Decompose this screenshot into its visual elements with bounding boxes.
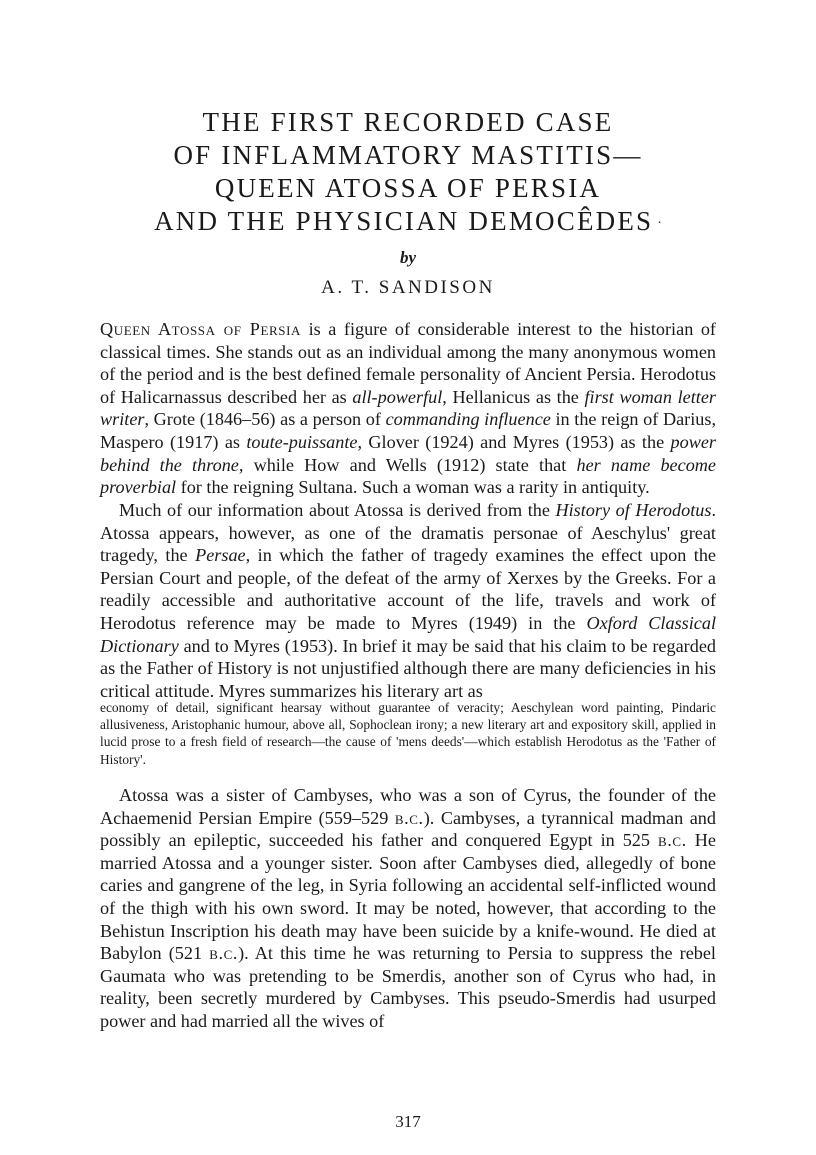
text-run: , Grote (1846–56) as a person of: [144, 409, 386, 430]
italic-phrase: History of Herodotus: [555, 500, 712, 520]
era-abbrev: b.c.: [657, 830, 687, 851]
italic-phrase: toute-puissante: [246, 431, 358, 452]
text-run: . Atossa appears, however, as one of the dramatis personae of Aeschylus' great tragedy, the: [100, 500, 716, 566]
era-abbrev: b.c.: [209, 943, 239, 964]
text-run: ). Cambyses, a tyrannical madman and possibly an epileptic, succeeded his father and conquered Egypt in 525: [100, 807, 716, 851]
era-abbrev: b.c.: [394, 807, 424, 828]
title-line: AND THE PHYSICIAN DEMOCÊDES: [154, 206, 654, 236]
title-mark: ·: [657, 216, 662, 232]
text-run: and to Myres (1953). In brief it may be said that his claim to be regarded as the Father of History is not unjustified although there are many deficiencies in his critical attitude. Myres summarizes his literary art as: [100, 635, 716, 701]
italic-phrase: power behind the throne: [100, 431, 716, 475]
paragraph-2: [100, 499, 716, 702]
text-run: ). At this time he was returning to Persia to suppress the rebel Gaumata who was pretending to be Smerdis, another son of Cyrus who had, in reality, been secretly murdered by Cambyses. This pseudo-Smerdis had usurped power and had married all the wives of: [100, 943, 716, 1031]
title-line: THE FIRST RECORDED CASE: [202, 107, 614, 137]
author-name: A. T. SANDISON: [321, 277, 495, 298]
text-run: , Hellanicus as the: [442, 386, 585, 407]
italic-phrase: first woman letter writer: [100, 386, 716, 430]
text-run: He married Atossa and a younger sister. Soon after Cambyses died, allegedly of bone caries and gangrene of the leg, in Syria following an accidental self-inflicted wound of the thigh with his own sword. It may be noted, however, that according to the Behistun Inscription his death may have been suicide by a knife-wound. He died at Babylon (521: [100, 830, 716, 964]
italic-phrase: all-powerful: [352, 386, 443, 407]
article-title: [100, 106, 716, 240]
italic-phrase: Persae: [195, 545, 246, 566]
paragraph-1: [100, 318, 716, 499]
page-number: 317: [395, 1112, 421, 1131]
italic-phrase: commanding influence: [385, 409, 551, 430]
opening-smallcaps: Queen Atossa of Persia: [100, 319, 302, 339]
text-run: , Glover (1924) and Myres (1953) as the: [357, 431, 671, 452]
text-run: Atossa was a sister of Cambyses, who was a son of Cyrus, the founder of the Achaemenid Persian Empire (559–529: [100, 785, 716, 828]
text-run: in the reign of Darius, Maspero (1917) as: [100, 409, 716, 452]
italic-phrase: Oxford Classical Dictionary: [100, 612, 716, 656]
text-run: Much of our information about Atossa is derived from the: [119, 500, 556, 520]
title-line: OF INFLAMMATORY MASTITIS—: [173, 140, 643, 170]
byline: by: [399, 248, 417, 267]
italic-phrase: her name become proverbial: [100, 454, 716, 498]
text-run: , while How and Wells (1912) state that: [238, 454, 577, 475]
title-line: QUEEN ATOSSA OF PERSIA: [214, 173, 602, 203]
text-run: , in which the father of tragedy examines the effect upon the Persian Court and people, of the defeat of the army of Xerxes by the Greeks. For a readily accessible and authoritative account of the life, travels and work of Herodotus reference may be made to Myres (1949) in the: [100, 545, 716, 633]
text-run: for the reigning Sultana. Such a woman was a rarity in antiquity.: [176, 477, 650, 498]
block-quote: economy of detail, significant hearsay without guarantee of veracity; Aeschylean word painting, Pindaric allusiveness, Aristophanic humour, above all, Sophoclean irony; a new literary art and expository skill, applied in lucid prose to a fresh field of research—the cause of 'mens deeds'—which establish Herodotus as the 'Father of History'.: [100, 700, 716, 767]
text-run: is a figure of considerable interest to the historian of classical times. She stands out as an individual among the many anonymous women of the period and is the best defined female personality of Ancient Persia. Herodotus of Halicarnassus described her as: [100, 319, 716, 407]
paragraph-3: [100, 784, 716, 1033]
